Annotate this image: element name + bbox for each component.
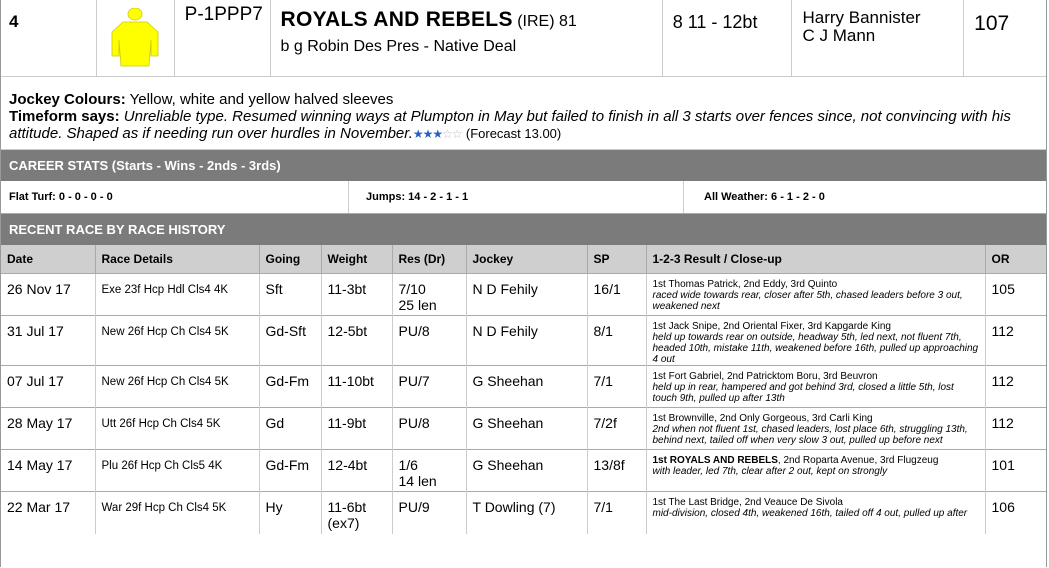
table-row[interactable]	[1, 450, 1046, 492]
column-header[interactable]: Going	[259, 245, 321, 274]
race-date: 07 Jul 17	[1, 366, 95, 408]
race-details[interactable]: Exe 23f Hcp Hdl Cls4 4K	[95, 274, 259, 316]
race-date: 26 Nov 17	[1, 274, 95, 316]
jumps-stats: Jumps: 14 - 2 - 1 - 1	[349, 181, 684, 213]
placings	[653, 497, 981, 508]
race-details[interactable]: New 26f Hcp Ch Cls4 5K	[95, 316, 259, 366]
race-details[interactable]: New 26f Hcp Ch Cls4 5K	[95, 366, 259, 408]
horse-name[interactable]: ROYALS AND REBELS	[280, 8, 513, 31]
result-closeup	[646, 408, 985, 450]
result-cell	[392, 408, 466, 450]
table-row[interactable]	[1, 366, 1046, 408]
race-details[interactable]: Plu 26f Hcp Ch Cls5 4K	[95, 450, 259, 492]
placings-text: 1st The Last Bridge, 2nd Veauce De Sivola	[652, 497, 843, 508]
starting-price: 8/1	[587, 316, 646, 366]
weight: 12-4bt	[327, 457, 368, 473]
table-header-row	[1, 245, 1046, 274]
star-icon: ★	[412, 127, 423, 141]
race-jockey: N D Fehily	[466, 274, 587, 316]
race-jockey: G Sheehan	[466, 450, 587, 492]
trainer-name[interactable]: Harry Bannister	[802, 8, 921, 27]
column-header[interactable]: OR	[985, 245, 1046, 274]
starting-price: 7/2f	[587, 408, 646, 450]
placings-text: 1st Fort Gabriel, 2nd Patricktom Boru, 3rd Beuvron	[652, 371, 878, 382]
race-or: 112	[985, 408, 1046, 450]
result-closeup	[646, 366, 985, 408]
weight-cell	[321, 450, 392, 492]
weight: 12-5bt	[327, 323, 368, 339]
pedigree: b g Robin Des Pres - Native Deal	[280, 38, 517, 55]
comments-section	[1, 77, 1046, 150]
weight-extra: (ex7)	[327, 515, 360, 531]
placings-text: 1st Brownville, 2nd Only Gorgeous, 3rd Carli King	[652, 413, 873, 424]
race-history-title: RECENT RACE BY RACE HISTORY	[1, 214, 1046, 245]
result-position: 7/10	[398, 281, 426, 297]
result-closeup	[646, 492, 985, 534]
forecast-price: (Forecast 13.00)	[465, 126, 562, 141]
column-header[interactable]: Jockey	[466, 245, 587, 274]
race-history-table	[1, 245, 1046, 534]
result-cell	[392, 274, 466, 316]
jockey-silk-icon	[110, 8, 160, 68]
result-distance: 14 len	[398, 473, 437, 489]
race-or: 112	[985, 366, 1046, 408]
column-header[interactable]: Race Details	[95, 245, 259, 274]
race-jockey: G Sheehan	[466, 366, 587, 408]
starting-price: 7/1	[587, 492, 646, 534]
column-header[interactable]: 1-2-3 Result / Close-up	[646, 245, 985, 274]
result-position: PU/8	[398, 415, 430, 431]
timeform-label: Timeform says:	[9, 108, 120, 125]
placings	[653, 371, 981, 382]
star-empty-icon: ☆	[451, 127, 462, 141]
starting-price: 16/1	[587, 274, 646, 316]
result-closeup	[646, 274, 985, 316]
starting-price: 7/1	[587, 366, 646, 408]
jockey-colours	[9, 91, 1038, 108]
result-closeup	[646, 450, 985, 492]
result-closeup	[646, 316, 985, 366]
result-cell	[392, 366, 466, 408]
going: Gd-Fm	[259, 450, 321, 492]
official-rating: 107	[974, 12, 1010, 35]
weight-cell	[321, 366, 392, 408]
horse-details	[271, 0, 663, 76]
table-row[interactable]	[1, 274, 1046, 316]
weight-cell	[321, 492, 392, 534]
race-details[interactable]: War 29f Hcp Ch Cls4 5K	[95, 492, 259, 534]
race-or: 106	[985, 492, 1046, 534]
race-or: 101	[985, 450, 1046, 492]
star-rating	[413, 127, 462, 141]
race-jockey: N D Fehily	[466, 316, 587, 366]
weight-cell	[321, 316, 392, 366]
closeup-comment: held up in rear, hampered and got behind 3rd, closed a little 5th, lost touch 9th, pulled up after 13th	[652, 382, 954, 404]
race-or: 105	[985, 274, 1046, 316]
starting-price: 13/8f	[587, 450, 646, 492]
star-icon: ★	[422, 127, 433, 141]
closeup-comment: held up towards rear on outside, headway 5th, led next, not fluent 7th, headed 10th, mistake 11th, weakened before 16th, pulled up approaching 4 out	[652, 332, 979, 365]
closeup-comment: 2nd when not fluent 1st, chased leaders, lost place 6th, struggling 13th, behind next, tailed off when very slow 3 out, pulled up before next	[652, 424, 968, 446]
placings	[653, 455, 981, 466]
result-position: 1/6	[398, 457, 418, 473]
closeup-comment: with leader, led 7th, clear after 2 out, kept on strongly	[652, 466, 888, 477]
star-empty-icon: ☆	[442, 127, 452, 141]
table-row[interactable]	[1, 408, 1046, 450]
result-distance: 25 len	[398, 297, 437, 313]
going: Gd-Sft	[259, 316, 321, 366]
age-weight: 8 11 - 12bt	[663, 0, 793, 76]
placings-text: 1st Jack Snipe, 2nd Oriental Fixer, 3rd Kapgarde King	[652, 321, 891, 332]
going: Gd	[259, 408, 321, 450]
flat-turf-stats: Flat Turf: 0 - 0 - 0 - 0	[1, 181, 349, 213]
result-cell	[392, 492, 466, 534]
horse-country: (IRE)	[517, 13, 555, 30]
race-date: 31 Jul 17	[1, 316, 95, 366]
race-date: 14 May 17	[1, 450, 95, 492]
column-header[interactable]: Weight	[321, 245, 392, 274]
horse-rating: 81	[558, 13, 577, 30]
jockey-colours-text: Yellow, white and yellow halved sleeves	[129, 91, 394, 108]
table-row[interactable]	[1, 316, 1046, 366]
weight: 11-6bt	[327, 499, 367, 515]
silk-cell	[97, 0, 175, 76]
placings	[653, 413, 981, 424]
runner-number: 4	[1, 0, 97, 76]
result-position: PU/8	[398, 323, 430, 339]
going: Gd-Fm	[259, 366, 321, 408]
jockey-colours-label: Jockey Colours:	[9, 91, 126, 108]
weight: 11-3bt	[327, 281, 367, 297]
all-weather-stats: All Weather: 6 - 1 - 2 - 0	[704, 191, 825, 203]
winner-bold: 1st ROYALS AND REBELS	[652, 455, 778, 466]
timeform-says	[9, 108, 1038, 143]
race-details[interactable]: Utt 26f Hcp Ch Cls4 5K	[95, 408, 259, 450]
weight: 11-10bt	[327, 373, 374, 389]
column-header[interactable]: Res (Dr)	[392, 245, 466, 274]
placings	[653, 279, 981, 290]
race-date: 28 May 17	[1, 408, 95, 450]
result-position: PU/7	[398, 373, 430, 389]
closeup-comment: mid-division, closed 4th, weakened 16th, tailed off 4 out, pulled up after	[652, 508, 968, 519]
form-figures: P-1PPP7	[175, 0, 271, 76]
jockey-name[interactable]: C J Mann	[802, 26, 876, 45]
race-or: 112	[985, 316, 1046, 366]
closeup-comment: raced wide towards rear, closer after 5th, chased leaders before 3 out, weakened next	[652, 290, 963, 312]
placings	[653, 321, 981, 332]
going: Sft	[259, 274, 321, 316]
weight-cell	[321, 408, 392, 450]
runner-header	[1, 0, 1046, 77]
timeform-text: Unreliable type. Resumed winning ways at Plumpton in May but failed to finish in all 3 starts over fences since, not convincing with his attitude. Shaped as if needing run over hurdles in November.	[9, 108, 1011, 142]
race-date: 22 Mar 17	[1, 492, 95, 534]
trainer-jockey	[792, 0, 964, 76]
race-jockey: G Sheehan	[466, 408, 587, 450]
column-header[interactable]: SP	[587, 245, 646, 274]
race-jockey: T Dowling (7)	[466, 492, 587, 534]
weight-cell	[321, 274, 392, 316]
result-position: PU/9	[398, 499, 430, 515]
result-cell	[392, 316, 466, 366]
column-header[interactable]: Date	[1, 245, 95, 274]
career-stats	[1, 181, 1046, 214]
weight: 11-9bt	[327, 415, 367, 431]
going: Hy	[259, 492, 321, 534]
result-cell	[392, 450, 466, 492]
placings-text: , 2nd Roparta Avenue, 3rd Flugzeug	[777, 455, 939, 466]
placings-text: 1st Thomas Patrick, 2nd Eddy, 3rd Quinto	[652, 279, 838, 290]
star-icon: ★	[432, 127, 443, 141]
career-stats-title: CAREER STATS (Starts - Wins - 2nds - 3rds)	[1, 150, 1046, 181]
table-row[interactable]	[1, 492, 1046, 534]
